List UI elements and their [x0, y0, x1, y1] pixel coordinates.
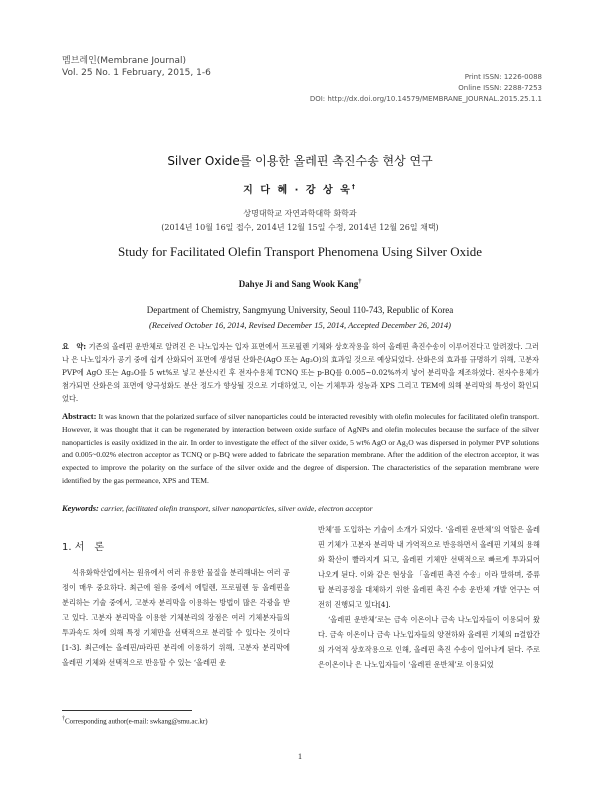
issn-block	[310, 72, 542, 105]
english-author-names: Dahye Ji and Sang Wook Kang	[238, 279, 359, 289]
korean-affiliation: 상명대학교 자연과학대학 화학과	[243, 209, 357, 218]
english-affiliation: Department of Chemistry, Sangmyung University, Seoul 110-743, Republic of Korea	[146, 305, 454, 315]
journal-volume: Vol. 25 No. 1 February, 2015, 1-6	[62, 68, 211, 78]
korean-authors	[0, 181, 600, 196]
english-dates: (Received October 16, 2014, Revised December 15, 2014, Accepted December 26, 2014)	[149, 320, 451, 330]
section-heading-introduction: 1. 서 론	[62, 542, 105, 553]
footnote-mark: †	[62, 716, 65, 722]
korean-title: Silver Oxide를 이용한 올레핀 촉진수송 현상 연구	[167, 154, 433, 168]
intro-paragraph-1: 석유화학산업에서는 원유에서 여러 유용한 물질을 분리해내는 여러 공정이 매우 중요하다. 최근에 원유 중에서 에틸렌, 프로필렌 등 올레핀을 분리하는 기술 중에서, 고분자 분리막을 이용하는 방법이 많은 각광을 받고 있다. 고분자 분리막을 이용한 기체분리의 장점은 여러 기체분자들의 투과속도 차에 의해 특정 기체만을 선택적으로 분리할 수 있다는 것이다[1-3]. 최근에는 올레핀/파라핀 분리에 이용하기 위해, 고분자 분리막에 올레핀 기체와 선택적으로 반응할 수 있는 ‘올레핀 운	[62, 568, 290, 667]
korean-abstract-text: 기존의 올레핀 운반체로 알려진 은 나노입자는 입자 표면에서 프로필렌 기체와 상호작용을 하여 올레핀 촉진수송이 이루어진다고 알려졌다. 그러나 은 나노입자가 공기 중에 쉽게 산화되어 표면에 생성된 산화은(AgO 또는 Ag₂O)의 효과일 것으로 예상되었다. 산화은의 효과를 규명하기 위해, 고분자 PVP에 AgO 또는 Ag₂O를 5 wt%로 넣고 분산시킨 후 전자수용체 TCNQ 또는 p-BQ를 0.005~0.02%까지 넣어 분리막을 제조하였다. 전자수용체가 첨가되면 산화은의 표면에 양극성화도 분산 정도가 향상될 것으로 기대하였고, 이는 기체투과 성능과 XPS 그리고 TEM에 의해 분리막의 특성이 확인되었다.	[62, 342, 539, 403]
keywords	[62, 503, 539, 513]
intro-paragraph-1-continued: 반체’를 도입하는 기술이 소개가 되었다. ‘올레핀 운반체’의 역할은 올레핀 기체가 고분자 분리막 내 가역적으로 반응하면서 올레핀 기체의 용해와 확산이 빨라지게 되고, 올레핀 기체만 선택적으로 빠르게 투과되어 나오게 된다. 이와 같은 현상을 「올레핀 촉진 수송」이라 말하며, 증류탑 분리공정을 대체하기 위한 올레핀 촉진 수송 운반체 개발 연구는 여전히 진행되고 있다[4].	[318, 525, 540, 609]
keywords-label: Keywords:	[62, 503, 99, 513]
body-column-left	[62, 538, 290, 670]
page-number: 1	[298, 752, 302, 761]
intro-paragraph-2: ‘올레핀 운반체’로는 금속 이온이나 금속 나노입자들이 이용되어 왔다. 금속 이온이나 금속 나노입자들의 양전하와 올레핀 기체의 π결합간의 가역적 상호작용으로 인해, 올레핀 촉진 수송이 일어나게 된다. 주로 은이온이나 은 나노입자들이 ‘올레핀 운반체’로 이용되었	[318, 615, 540, 669]
english-abstract-label: Abstract:	[62, 411, 97, 421]
english-author-mark: †	[358, 279, 362, 285]
corresponding-author-footnote	[62, 716, 208, 725]
english-abstract-text: It was known that the polarized surface of silver nanoparticles could be interacted revesibly with olefin molecules for facilitated olefin transport. However, it was thought that it can be regenerated by interaction between oxide surface of AgNPs and olefin molecules because the surface of the silver nanoparticles is easily oxidized in the air. In order to investigate the effect of the silver oxide, 5 wt% AgO or Ag₂O was dispersed in polymer PVP solutions and 0.005~0.02% electron acceptor as TCNQ or p-BQ were added to fabricate the separation membrane. After the addition of the electron acceptor, it was expected to improve the polarity on the surface of the silver oxide and the degree of dispersion. The characteristics of the separation membrane were identified by the gas permeance, XPS and TEM.	[62, 412, 539, 485]
english-title: Study for Facilitated Olefin Transport Phenomena Using Silver Oxide	[118, 244, 482, 259]
footnote-divider	[62, 710, 192, 711]
korean-author-mark: †	[351, 183, 357, 191]
print-issn: Print ISSN: 1226-0088	[464, 73, 542, 81]
online-issn: Online ISSN: 2288-7253	[458, 84, 542, 92]
english-authors	[0, 279, 600, 289]
korean-dates: (2014년 10월 16일 접수, 2014년 12월 15일 수정, 2014년 12월 26일 채택)	[161, 223, 439, 232]
korean-abstract	[62, 340, 539, 405]
keywords-text: carrier, facilitated olefin transport, silver nanoparticles, silver oxide, electron acceptor	[100, 504, 373, 513]
body-column-right	[318, 522, 540, 672]
footnote-text: Corresponding author(e-mail: swkang@smu.ac.kr)	[65, 717, 208, 726]
korean-author-names: 지 다 혜 · 강 상 욱	[243, 185, 352, 196]
korean-abstract-label: 요 약:	[62, 342, 87, 351]
journal-name: 멤브레인(Membrane Journal)	[62, 56, 187, 66]
doi-link[interactable]: DOI: http://dx.doi.org/10.14579/MEMBRANE_JOURNAL.2015.25.1.1	[309, 95, 542, 103]
english-abstract	[62, 410, 539, 488]
